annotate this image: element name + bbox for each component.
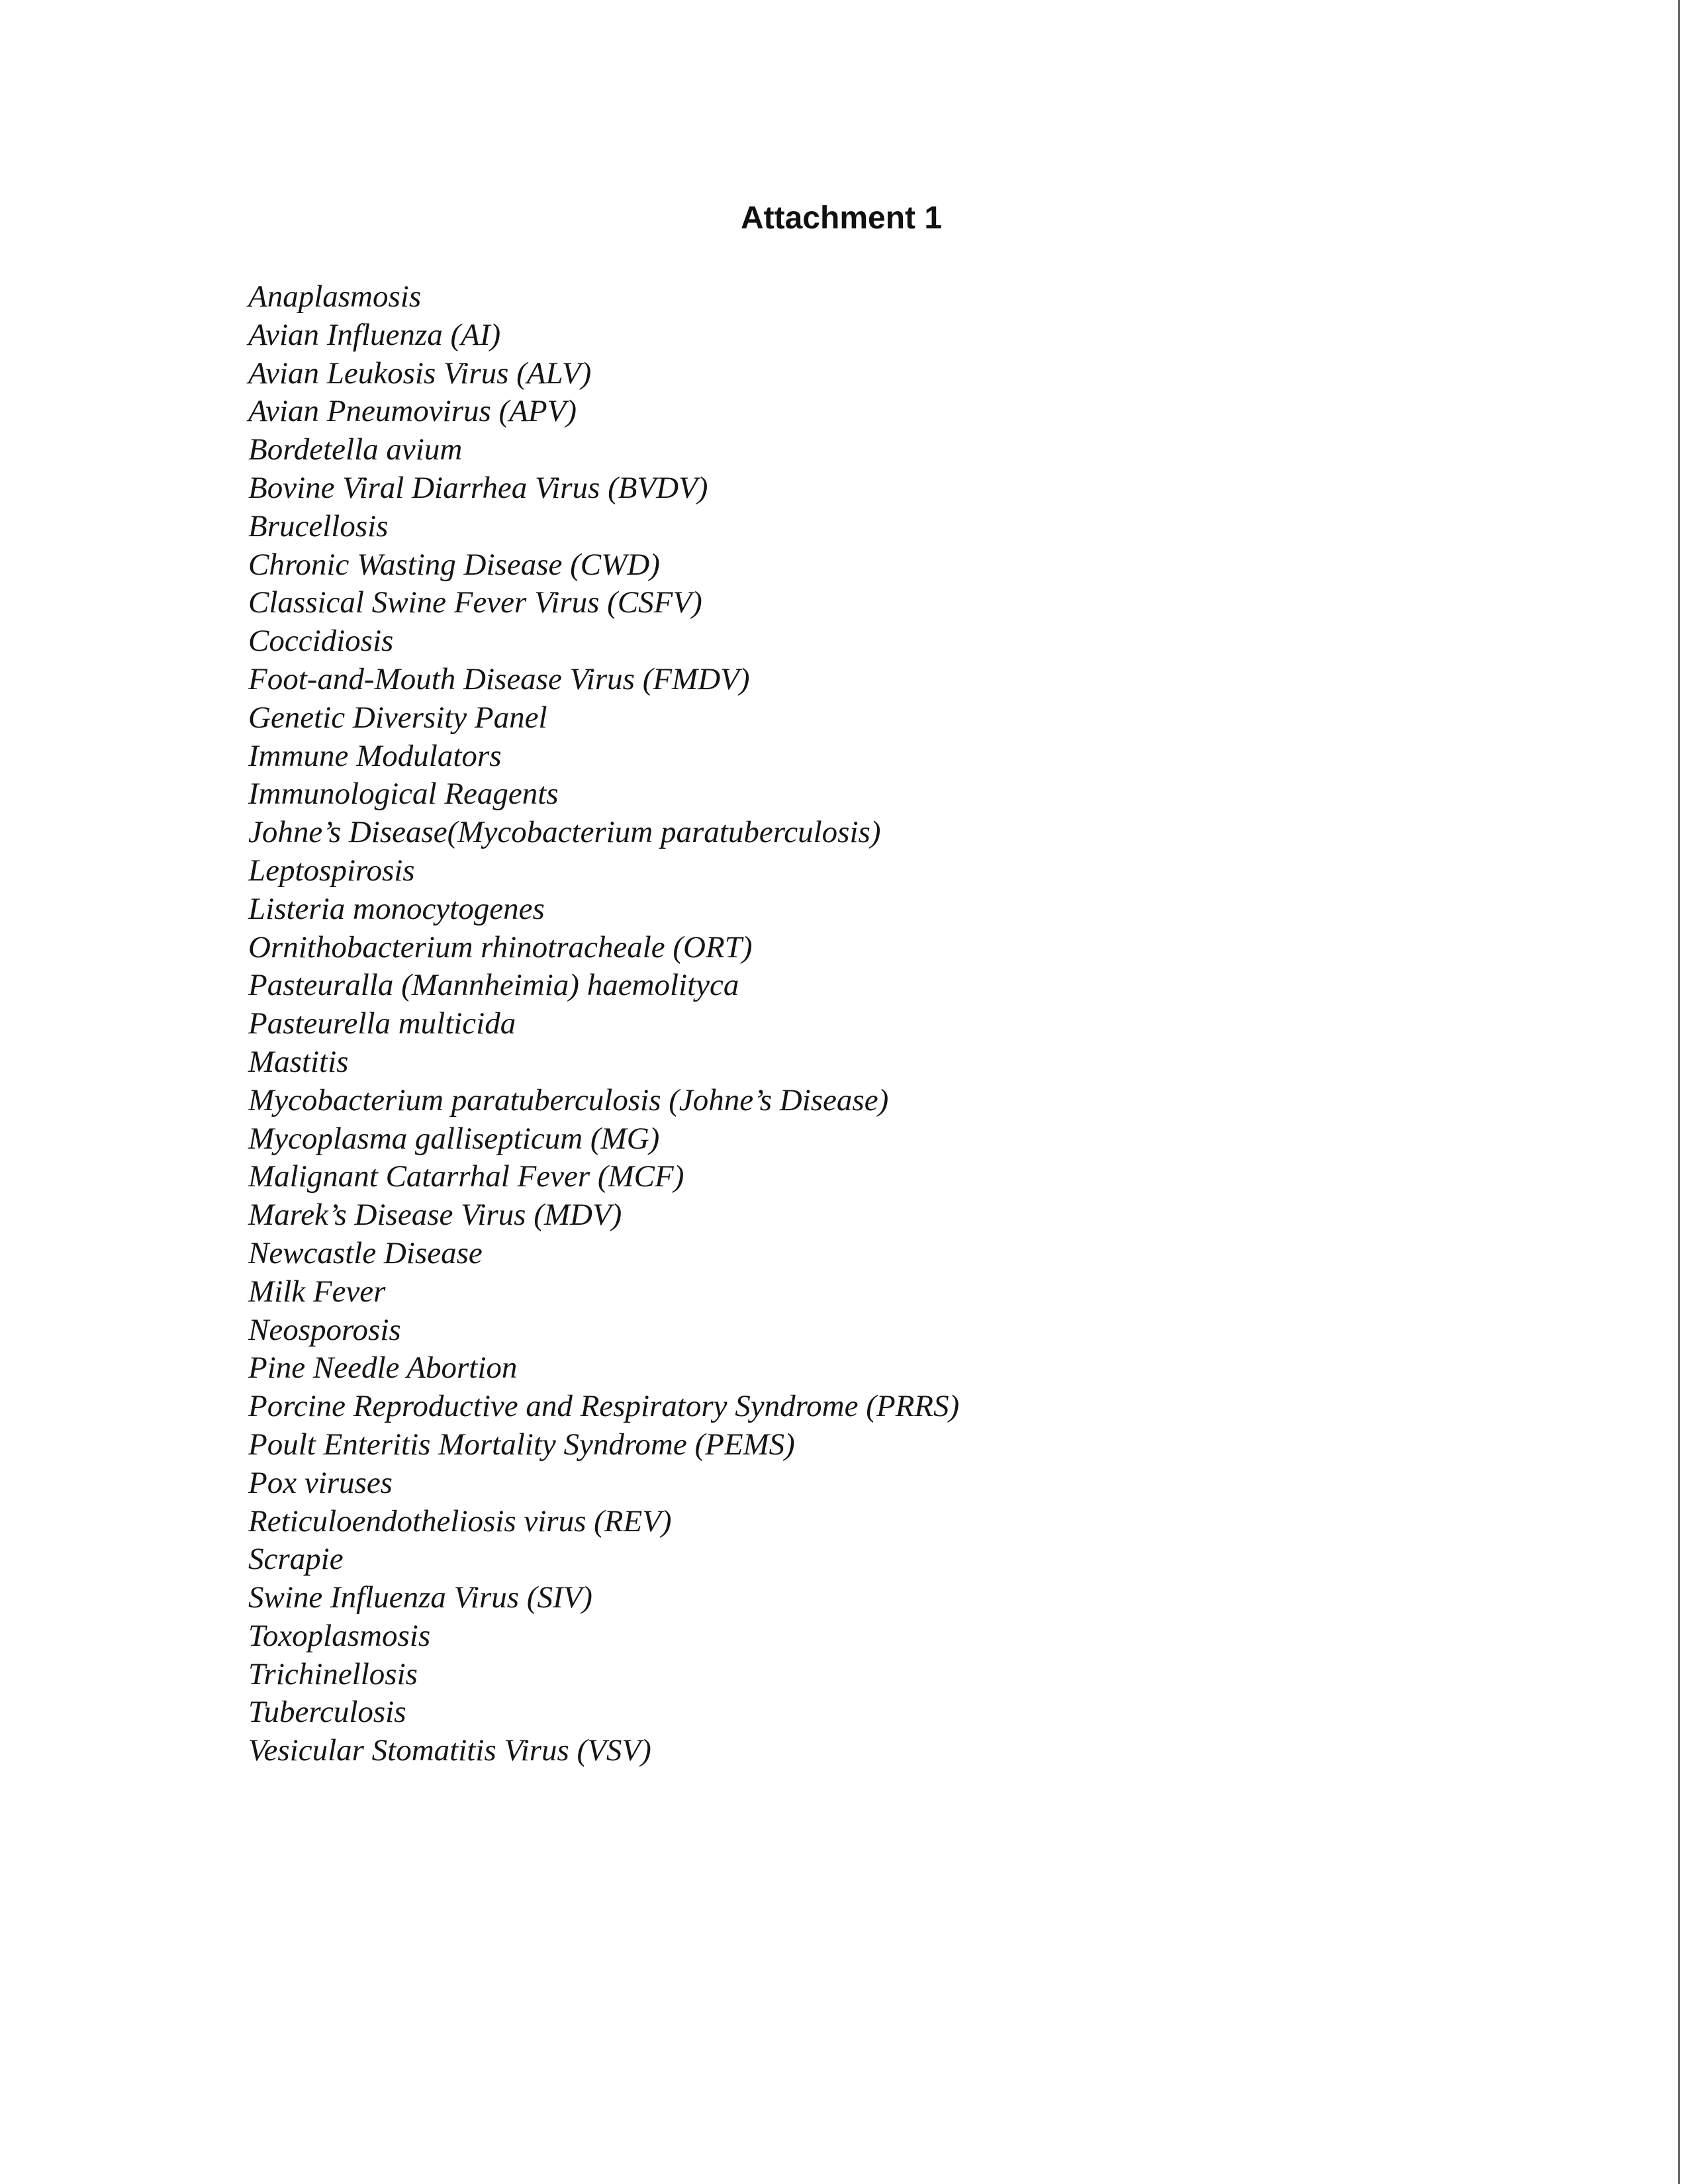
list-item: Brucellosis: [248, 508, 389, 544]
list-item: Bordetella avium: [248, 432, 463, 467]
list-item: Pasteuralla (Mannheimia) haemolityca: [248, 968, 739, 1003]
list-item: Coccidiosis: [248, 624, 394, 659]
list-item: Avian Pneumovirus (APV): [248, 394, 577, 429]
list-item: Malignant Catarrhal Fever (MCF): [248, 1159, 684, 1194]
list-item: Vesicular Stomatitis Virus (VSV): [248, 1733, 651, 1768]
list-item: Newcastle Disease: [248, 1235, 483, 1270]
list-item: Tuberculosis: [248, 1695, 406, 1730]
list-item: Toxoplasmosis: [248, 1618, 431, 1653]
list-item: Swine Influenza Virus (SIV): [248, 1580, 592, 1615]
list-item: Bovine Viral Diarrhea Virus (BVDV): [248, 470, 708, 505]
list-item: Mycoplasma gallisepticum (MG): [248, 1121, 660, 1156]
list-item: Mycobacterium paratuberculosis (Johne’s Disease): [248, 1082, 889, 1117]
list-item: Immune Modulators: [248, 738, 502, 773]
list-item: Johne’s Disease(Mycobacterium paratuberculosis): [248, 815, 881, 850]
list-item: Avian Influenza (AI): [248, 317, 501, 352]
list-item: Ornithobacterium rhinotracheale (ORT): [248, 929, 753, 965]
list-item: Pasteurella multicida: [248, 1006, 516, 1041]
page-edge-line: [1678, 0, 1680, 2184]
list-item: Scrapie: [248, 1542, 344, 1577]
list-item: Reticuloendotheliosis virus (REV): [248, 1503, 672, 1539]
list-item: Avian Leukosis Virus (ALV): [248, 356, 592, 391]
disease-list: [248, 278, 959, 1770]
list-item: Pox viruses: [248, 1465, 393, 1500]
list-item: Foot-and-Mouth Disease Virus (FMDV): [248, 661, 750, 696]
list-item: Listeria monocytogenes: [248, 891, 545, 926]
page-title: [0, 200, 1688, 236]
list-item: Poult Enteritis Mortality Syndrome (PEMS): [248, 1427, 795, 1462]
list-item: Pine Needle Abortion: [248, 1351, 518, 1386]
list-item: Milk Fever: [248, 1274, 386, 1309]
list-item: Mastitis: [248, 1044, 349, 1079]
list-item: Immunological Reagents: [248, 777, 559, 812]
list-item: Anaplasmosis: [248, 279, 422, 314]
list-item: Chronic Wasting Disease (CWD): [248, 547, 660, 582]
list-item: Leptospirosis: [248, 853, 415, 888]
list-item: Classical Swine Fever Virus (CSFV): [248, 585, 702, 620]
list-item: Porcine Reproductive and Respiratory Syndrome (PRRS): [248, 1389, 960, 1424]
list-item: Neosporosis: [248, 1312, 401, 1347]
list-item: Trichinellosis: [248, 1656, 418, 1691]
list-item: Marek’s Disease Virus (MDV): [248, 1198, 622, 1233]
title-text: Attachment 1: [740, 201, 943, 236]
list-item: Genetic Diversity Panel: [248, 700, 547, 735]
